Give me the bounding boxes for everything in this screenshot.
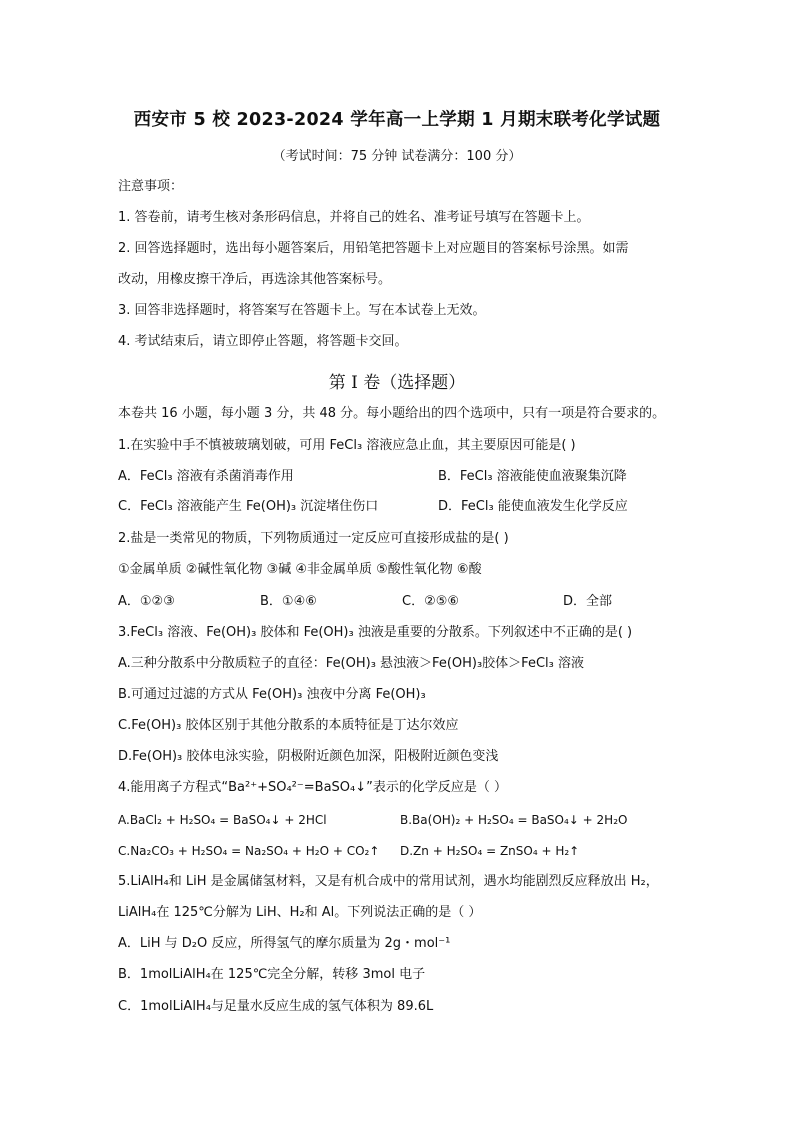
q3-option-b: B.可通过过滤的方式从 Fe(OH)₃ 浊夜中分离 Fe(OH)₃ [118, 687, 426, 702]
notice-item-4: 4. 考试结束后，请立即停止答题，将答题卡交回。 [118, 334, 408, 349]
q1-option-a: A．FeCl₃ 溶液有杀菌消毒作用 [118, 469, 294, 484]
q1-option-d: D．FeCl₃ 能使血液发生化学反应 [438, 499, 628, 514]
q5-option-c: C．1molLiAlH₄与足量水反应生成的氢气体积为 89.6L [118, 999, 434, 1014]
notice-heading: 注意事项： [118, 179, 184, 194]
notice-item-2-cont: 改动，用橡皮擦干净后，再选涂其他答案标号。 [118, 272, 392, 287]
q5-stem-line1: 5.LiAlH₄和 LiH 是金属储氢材料，又是有机合成中的常用试剂，遇水均能剧烈反应释放出 H₂， [118, 874, 659, 889]
q3-option-d: D.Fe(OH)₃ 胶体电泳实验，阴极附近颜色加深，阳极附近颜色变浅 [118, 749, 499, 764]
exam-subtitle: （考试时间：75 分钟 试卷满分：100 分） [272, 149, 522, 164]
section-title: 第 I 卷（选择题） [328, 373, 466, 393]
q2-option-a: A．①②③ [118, 594, 175, 609]
q3-option-a: A.三种分散系中分散质粒子的直径：Fe(OH)₃ 悬浊液＞Fe(OH)₃胶体＞FeCl₃ 溶液 [118, 656, 584, 671]
notice-item-2: 2. 回答选择题时，选出每小题答案后，用铅笔把答题卡上对应题目的答案标号涂黑。如需 [118, 241, 629, 256]
notice-item-1: 1. 答卷前，请考生核对条形码信息，并将自己的姓名、准考证号填写在答题卡上。 [118, 210, 590, 225]
section-intro: 本卷共 16 小题，每小题 3 分，共 48 分。每小题给出的四个选项中，只有一项是符合要求的。 [118, 406, 666, 421]
q2-option-c: C．②⑤⑥ [402, 594, 460, 609]
q2-option-d: D．全部 [563, 594, 613, 609]
q4-option-a: A.BaCl₂ + H₂SO₄ = BaSO₄↓ + 2HCl [118, 813, 327, 827]
q4-stem: 4.能用离子方程式“Ba²⁺+SO₄²⁻=BaSO₄↓”表示的化学反应是（ ） [118, 780, 507, 795]
q2-stem: 2.盐是一类常见的物质，下列物质通过一定反应可直接形成盐的是( ) [118, 531, 509, 546]
q4-option-c: C.Na₂CO₃ + H₂SO₄ = Na₂SO₄ + H₂O + CO₂↑ [118, 844, 380, 858]
q1-option-c: C．FeCl₃ 溶液能产生 Fe(OH)₃ 沉淀堵住伤口 [118, 499, 379, 514]
q5-option-b: B．1molLiAlH₄在 125℃完全分解，转移 3mol 电子 [118, 967, 426, 982]
q3-stem: 3.FeCl₃ 溶液、Fe(OH)₃ 胶体和 Fe(OH)₃ 浊液是重要的分散系。下列叙述中不正确的是( ) [118, 625, 633, 640]
q5-option-a: A．LiH 与 D₂O 反应，所得氢气的摩尔质量为 2g・mol⁻¹ [118, 936, 451, 951]
q1-option-b: B．FeCl₃ 溶液能使血液聚集沉降 [438, 469, 627, 484]
notice-item-3: 3. 回答非选择题时，将答案写在答题卡上。写在本试卷上无效。 [118, 303, 486, 318]
exam-title: 西安市 5 校 2023-2024 学年高一上学期 1 月期末联考化学试题 [133, 110, 661, 130]
q4-option-d: D.Zn + H₂SO₄ = ZnSO₄ + H₂↑ [400, 844, 580, 858]
q2-list: ①金属单质 ②碱性氧化物 ③碱 ④非金属单质 ⑤酸性氧化物 ⑥酸 [118, 562, 482, 577]
q5-stem-line2: LiAlH₄在 125℃分解为 LiH、H₂和 Al。下列说法正确的是（ ） [118, 905, 482, 920]
q1-stem: 1.在实验中手不慎被玻璃划破，可用 FeCl₃ 溶液应急止血，其主要原因可能是( ) [118, 438, 576, 453]
q4-option-b: B.Ba(OH)₂ + H₂SO₄ = BaSO₄↓ + 2H₂O [400, 813, 628, 827]
q3-option-c: C.Fe(OH)₃ 胶体区别于其他分散系的本质特征是丁达尔效应 [118, 718, 459, 733]
q2-option-b: B．①④⑥ [260, 594, 317, 609]
